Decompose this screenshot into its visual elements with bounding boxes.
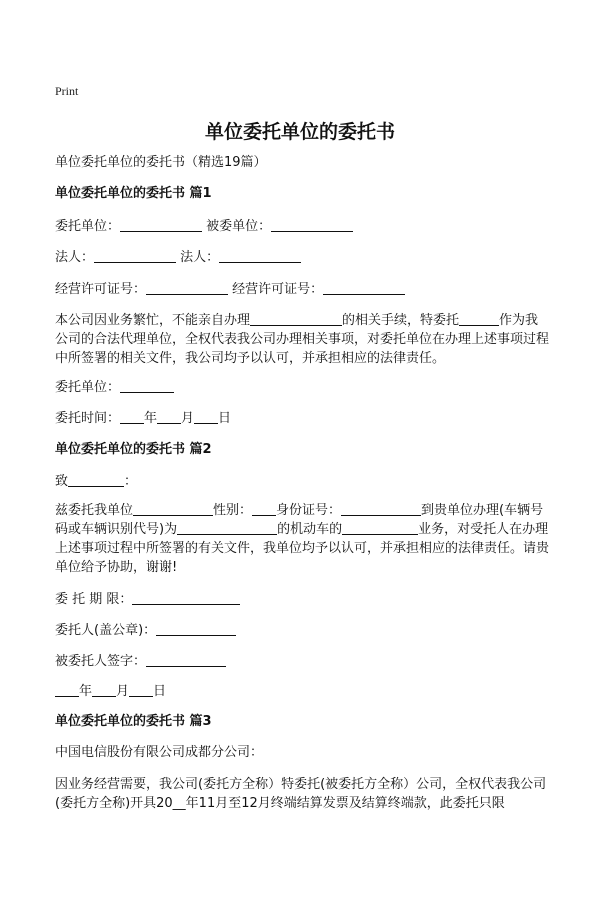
s2-id-blank [341,502,421,516]
s1-license-label-2: 经营许可证号： [232,282,324,297]
print-link[interactable]: Print [55,84,79,98]
s1-entrusting-unit-line [55,217,550,236]
s1-signing-unit-line [55,378,550,397]
s1-license-line [55,280,550,299]
s2-agent-signature-blank [146,653,226,667]
s1-day-blank [194,410,218,424]
s2-period-blank [132,591,240,605]
s2-principal-line [55,621,550,640]
s1-date-line [55,409,550,428]
s2-day-label: 日 [153,684,167,699]
s2-principal-blank [156,622,236,636]
s1-entrusting-unit-label: 委托单位： [55,219,121,234]
s1-day-label: 日 [218,411,232,426]
s2-body-text-a: 兹委托我单位 [55,503,134,518]
s2-period-line [55,590,550,609]
s2-to-blank [68,473,124,487]
s1-entrusted-unit-label: 被委单位： [206,219,272,234]
s2-vehicle-blank [177,521,277,535]
s2-to-colon: ： [124,474,138,489]
s2-agent-signature-label: 被委托人签字： [55,654,147,669]
s3-body-paragraph: 因业务经营需要，我公司(委托方全称）特委托(被委托方全称）公司，全权代表我公司(委托方全称)开具20__年11月至12月终端结算发票及结算终端款，此委托只限 [55,777,547,811]
s1-body-paragraph [55,311,550,368]
s2-month-label: 月 [116,684,130,699]
document-subtitle: 单位委托单位的委托书（精选19篇） [55,155,267,170]
s1-month-label: 月 [181,411,195,426]
s2-to-label: 致 [55,474,69,489]
s3-addressee: 中国电信股份有限公司成都分公司： [55,745,264,760]
section-3-heading: 单位委托单位的委托书 篇3 [55,714,212,729]
s1-license-blank-2 [323,281,405,295]
section-2-heading: 单位委托单位的委托书 篇2 [55,442,212,457]
s1-signing-unit-label: 委托单位： [55,380,121,395]
s1-body-text-b: 的相关手续，特委托 [342,313,460,328]
s1-date-label: 委托时间： [55,411,121,426]
s1-legal-person-blank-1 [94,249,176,263]
s1-month-blank [157,410,181,424]
s2-body-paragraph [55,501,550,577]
s2-gender-label: 性别： [213,503,253,518]
s2-date-line [55,682,550,701]
s1-license-label-1: 经营许可证号： [55,282,147,297]
s1-legal-person-blank-2 [219,249,301,263]
s2-addressee-line [55,472,550,491]
s2-body-text-d: 到贵单位办理(车辆号码或车辆识别代号)为 [55,503,544,537]
s2-body-text-f: 业务，对受托人在办理上述事项过程中所签署的有关文件，我单位均予以认可，并承担相应的法律责任。请贵单位给予协助，谢谢! [55,522,550,575]
s1-legal-person-label-2: 法人： [180,250,220,265]
s2-period-label: 委 托 期 限： [55,592,133,607]
s2-body-text-e: 的机动车的 [277,522,343,537]
s1-entrusted-unit-blank [271,218,353,232]
s1-year-label: 年 [144,411,158,426]
s1-year-blank [120,410,144,424]
s1-signing-unit-blank [120,379,174,393]
s1-entrusting-unit-blank [120,218,202,232]
section-1-heading: 单位委托单位的委托书 篇1 [55,186,212,201]
s1-body-blank-2 [459,312,499,326]
s2-id-label: 身份证号： [276,503,342,518]
s2-day-blank [129,683,153,697]
s2-name-blank [133,502,213,516]
s2-principal-label: 委托人(盖公章)： [55,623,157,638]
s2-agent-signature-line [55,652,550,671]
s1-body-text-c: 作为我公司的合法代理单位，全权代表我公司办理相关事项，对委托单位在办理上述事项过程中所签署的相关文件，我公司均予以认可，并承担相应的法律责任。 [55,313,550,366]
s2-year-blank [55,683,79,697]
s1-body-text-a: 本公司因业务繁忙，不能亲自办理 [55,313,251,328]
s1-body-blank-1 [250,312,342,326]
s2-business-blank [342,521,418,535]
s2-month-blank [92,683,116,697]
s1-legal-person-line [55,248,550,267]
document-title: 单位委托单位的委托书 [204,121,395,143]
s2-gender-blank [252,502,276,516]
s1-license-blank-1 [146,281,228,295]
s1-legal-person-label-1: 法人： [55,250,95,265]
s2-year-label: 年 [79,684,93,699]
